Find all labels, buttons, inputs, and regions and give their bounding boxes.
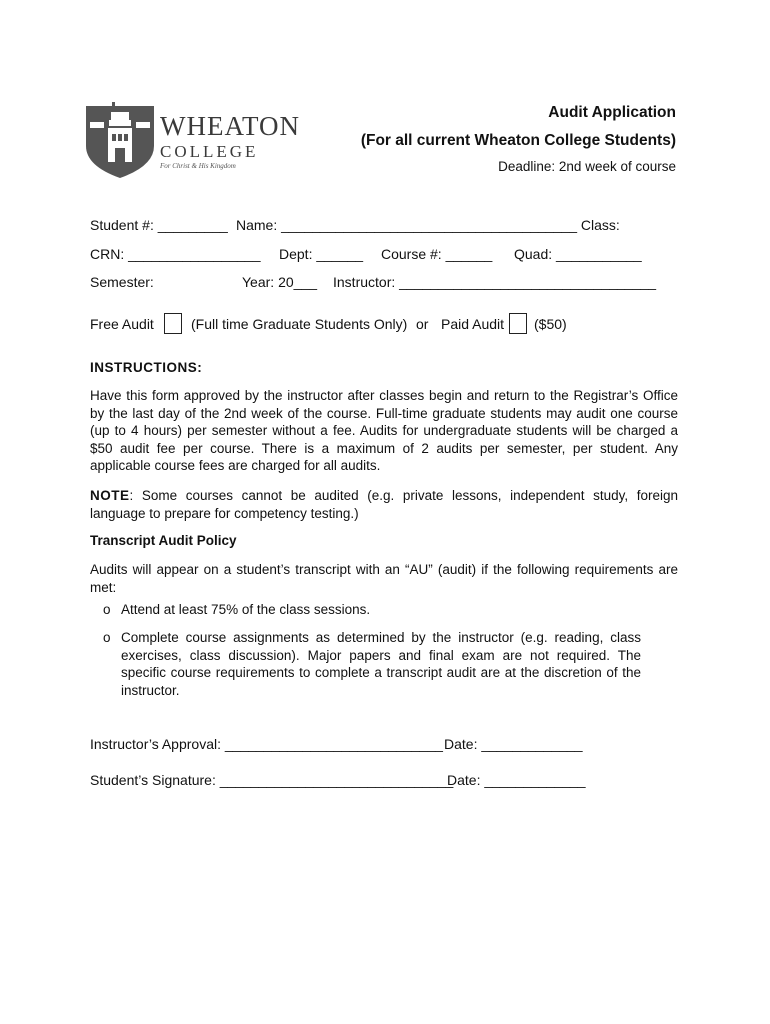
wheaton-logo	[82, 100, 322, 180]
logo-wordmark	[160, 112, 300, 171]
semester-field[interactable]: Semester:	[90, 274, 154, 290]
student-date-field[interactable]: Date: _____________	[447, 772, 586, 788]
or-label: or	[416, 316, 429, 332]
policy-heading: Transcript Audit Policy	[90, 533, 237, 548]
logo-sub: COLLEGE	[160, 142, 259, 161]
instructor-field[interactable]: Instructor: _________________________________	[333, 274, 657, 290]
form-subtitle: (For all current Wheaton College Students)	[360, 132, 676, 149]
free-audit-note: (Full time Graduate Students Only)	[191, 316, 408, 332]
free-audit-checkbox[interactable]	[164, 313, 182, 334]
note-paragraph	[90, 487, 678, 522]
logo-name: WHEATON	[160, 111, 300, 141]
quad-field[interactable]: Quad: ___________	[514, 246, 642, 262]
student-signature-field[interactable]: Student’s Signature: ______________________________	[90, 772, 454, 788]
free-audit-label: Free Audit	[90, 316, 154, 332]
policy-item-text: Complete course assignments as determined by the instructor (e.g. reading, class exercises, class discussion). Major papers and final exam are not required. The specific course requirements to complete a transcript audit are at the discretion of the instructor.	[121, 630, 641, 698]
instructor-approval-field[interactable]: Instructor’s Approval: ____________________________	[90, 736, 443, 752]
instructions-heading: INSTRUCTIONS:	[90, 360, 203, 375]
deadline-text: Deadline: 2nd week of course	[498, 159, 676, 174]
policy-item-text: Attend at least 75% of the class sessions.	[121, 602, 371, 617]
dept-field[interactable]: Dept: ______	[279, 246, 364, 262]
name-class-field[interactable]: Name: ______________________________________ Class:	[236, 217, 620, 233]
instructions-body: Have this form approved by the instructor after classes begin and return to the Registrar’s Office by the last day of the 2nd week of the course. Full-time graduate students may audit one course (up to 4 hours) per semester without a fee. Audits for undergraduate students will be charged a $50 audit fee per course. There is a maximum of 2 audits per semester, per student. Any applicable course fees are charged for all audits.	[90, 388, 678, 473]
note-label: NOTE	[90, 488, 130, 503]
instructor-date-field[interactable]: Date: _____________	[444, 736, 583, 752]
crn-field[interactable]: CRN: _________________	[90, 246, 261, 262]
note-body: : Some courses cannot be audited (e.g. private lessons, independent study, foreign language to prepare for competency testing.)	[90, 488, 678, 521]
student-number-field[interactable]: Student #: _________	[90, 217, 228, 233]
bullet-marker: o	[103, 602, 111, 617]
paid-audit-label: Paid Audit	[441, 316, 505, 332]
policy-intro: Audits will appear on a student’s transcript with an “AU” (audit) if the following requirements are met:	[90, 562, 678, 595]
paid-audit-note: ($50)	[534, 316, 567, 332]
year-field[interactable]: Year: 20___	[242, 274, 317, 290]
college-seal-icon	[82, 100, 158, 180]
form-title: Audit Application	[548, 104, 676, 121]
logo-motto: For Christ & His Kingdom	[160, 162, 236, 170]
paid-audit-checkbox[interactable]	[509, 313, 527, 334]
course-number-field[interactable]: Course #: ______	[381, 246, 493, 262]
bullet-marker: o	[103, 630, 111, 645]
